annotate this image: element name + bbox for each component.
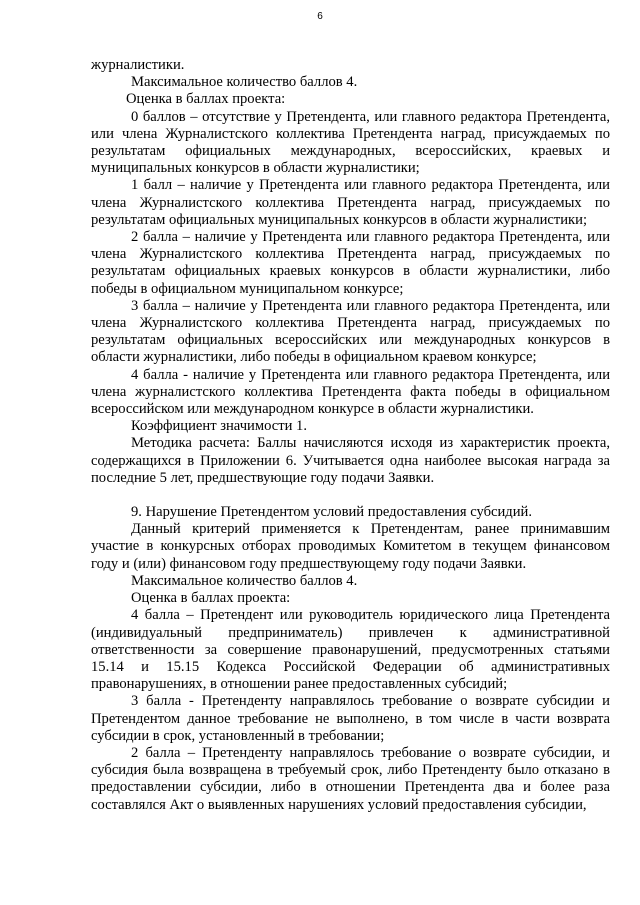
paragraph: 2 балла – Претенденту направлялось требование о возврате субсидии, и субсидия была возвращена в требуемый срок, либо Претенденту было отказано в предоставлении субсидии, либо в отношении Претендента два и более раза составлялся Акт о выявленных нарушениях условий предоставления субсидии,	[91, 744, 610, 813]
paragraph: Оценка в баллах проекта:	[126, 91, 286, 108]
paragraph: 2 балла – наличие у Претендента или главного редактора Претендента, или члена Журналистского коллектива Претендента наград, присуждаемых по результатам официальных краевых конкурсов в области журналистики, либо победы в официальном муниципальном конкурсе;	[91, 229, 610, 297]
paragraph: 4 балла – Претендент или руководитель юридического лица Претендента (индивидуальный предприниматель) привлечен к административной ответственности за совершение правонарушений, предусмотренных статьями 15.14 и 15.15 Кодекса Российской Федерации об административных правонарушениях, в отношении ранее предоставленных субсидий;	[91, 607, 610, 693]
paragraph: Коэффициент значимости 1.	[131, 418, 308, 435]
paragraph: Максимальное количество баллов 4.	[131, 572, 358, 589]
paragraph: Максимальное количество баллов 4.	[131, 74, 358, 91]
paragraph: 3 балла – наличие у Претендента или главного редактора Претендента, или члена Журналистского коллектива Претендента наград, присуждаемых по результатам официальных всероссийских или международных конкурсов в области журналистики, либо победы в официальном краевом конкурсе;	[91, 297, 610, 366]
section-heading: 9. Нарушение Претендентом условий предоставления субсидий.	[131, 504, 532, 521]
paragraph: Данный критерий применяется к Претендентам, ранее принимавшим участие в конкурсных отборах проводимых Комитетом в текущем финансовом году и (или) финансовом году предшествующему году подачи Заявки.	[91, 521, 610, 572]
paragraph: Методика расчета: Баллы начисляются исходя из характеристик проекта, содержащихся в Приложении 6. Учитывается одна наиболее высокая награда за последние 5 лет, предшествующие году подачи Заявки.	[91, 435, 610, 486]
paragraph: 1 балл – наличие у Претендента или главного редактора Претендента, или члена Журналистского коллектива Претендента наград, присуждаемых по результатам официальных муниципальных конкурсов в области журналистики;	[91, 177, 610, 228]
paragraph: 4 балла - наличие у Претендента или главного редактора Претендента, или члена журналистского коллектива Претендента факта победы в официальном всероссийском или международном конкурсе в области журналистики.	[91, 366, 610, 418]
paragraph: 3 балла - Претенденту направлялось требование о возврате субсидии и Претендентом данное требование не выполнено, в том числе в части возврата субсидии в срок, установленный в требовании;	[91, 693, 610, 744]
paragraph: 0 баллов – отсутствие у Претендента, или главного редактора Претендента, или члена Журналистского коллектива Претендента наград, присуждаемых по результатам официальных международных, всероссийских, краевых и муниципальных конкурсов в области журналистики;	[91, 108, 610, 177]
paragraph: журналистики.	[91, 57, 185, 73]
paragraph: Оценка в баллах проекта:	[131, 590, 291, 607]
page-number: 6	[317, 11, 323, 22]
document-body	[91, 57, 610, 814]
